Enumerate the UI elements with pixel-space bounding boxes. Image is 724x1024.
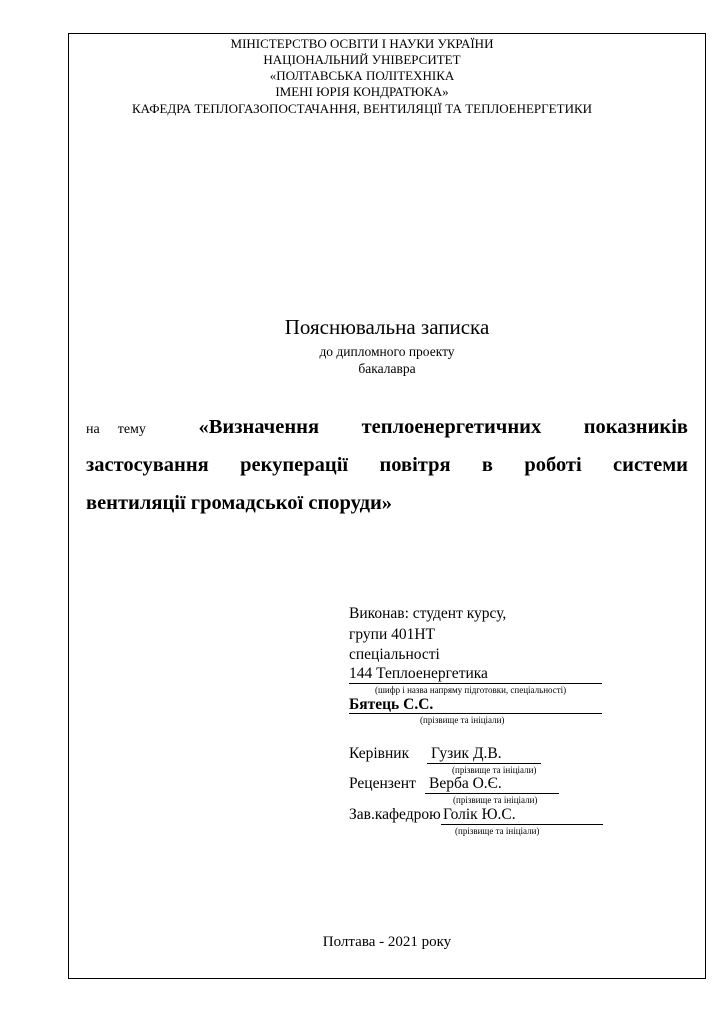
head-name: Голік Ю.С. — [443, 806, 516, 823]
head-hint: (прізвище та ініціали) — [455, 826, 540, 836]
specialty-hint: (шифр і назва напряму підготовки, спеціальності) — [375, 685, 567, 695]
topic-line-2: застосування рекуперації повітря в роботі системи — [86, 454, 688, 476]
author-name: Бятець С.С. — [349, 696, 434, 713]
header-named-after: ІМЕНІ ЮРІЯ КОНДРАТЮКА» — [275, 84, 449, 99]
author-line-3: спеціальності — [349, 646, 440, 663]
reviewer-name: Верба О.Є. — [429, 775, 502, 792]
header-ministry: МІНІСТЕРСТВО ОСВІТИ І НАУКИ УКРАЇНИ — [230, 36, 494, 51]
head-underline — [441, 824, 603, 825]
header-university: НАЦІОНАЛЬНИЙ УНІВЕРСИТЕТ — [263, 52, 461, 67]
header-polytechnic: «ПОЛТАВСЬКА ПОЛІТЕХНІКА — [269, 68, 455, 83]
document-title-block — [0, 315, 724, 377]
topic-lead — [86, 422, 146, 437]
reviewer-underline — [425, 793, 559, 794]
author-name-hint: (прізвище та ініціали) — [420, 715, 505, 725]
footer-city-year: Полтава - 2021 року — [322, 934, 452, 950]
topic-lead-word-on: на — [86, 422, 100, 437]
reviewer-hint: (прізвище та ініціали) — [453, 795, 538, 805]
supervisor-label: Керівник — [349, 745, 410, 762]
supervisor-name: Гузик Д.В. — [431, 745, 502, 762]
author-specialty: 144 Теплоенергетика — [349, 665, 488, 682]
head-label: Зав.кафедрою — [349, 806, 441, 823]
supervisor-hint: (прізвище та ініціали) — [452, 765, 537, 775]
reviewer-label: Рецензент — [349, 775, 416, 792]
header-department: КАФЕДРА ТЕПЛОГАЗОПОСТАЧАННЯ, ВЕНТИЛЯЦІЇ ТА ТЕПЛОЕНЕРГЕТИКИ — [131, 101, 593, 116]
topic-line-1 — [86, 408, 688, 449]
author-line-1: Виконав: студент курсу, — [349, 605, 507, 622]
topic-lead-word-topic: тему — [117, 422, 146, 437]
author-line-2: групи 401НТ — [349, 626, 436, 643]
topic-line-3: вентиляції громадської споруди» — [86, 492, 393, 514]
document-title: Пояснювальна записка — [284, 315, 490, 339]
document-subtitle-degree: бакалавра — [358, 361, 416, 376]
specialty-underline — [349, 683, 602, 684]
document-subtitle-project: до дипломного проекту — [319, 344, 455, 359]
supervisor-underline — [427, 763, 541, 764]
topic-title-part-1: «Визначення теплоенергетичних показників — [198, 416, 688, 438]
author-name-underline — [349, 713, 602, 714]
